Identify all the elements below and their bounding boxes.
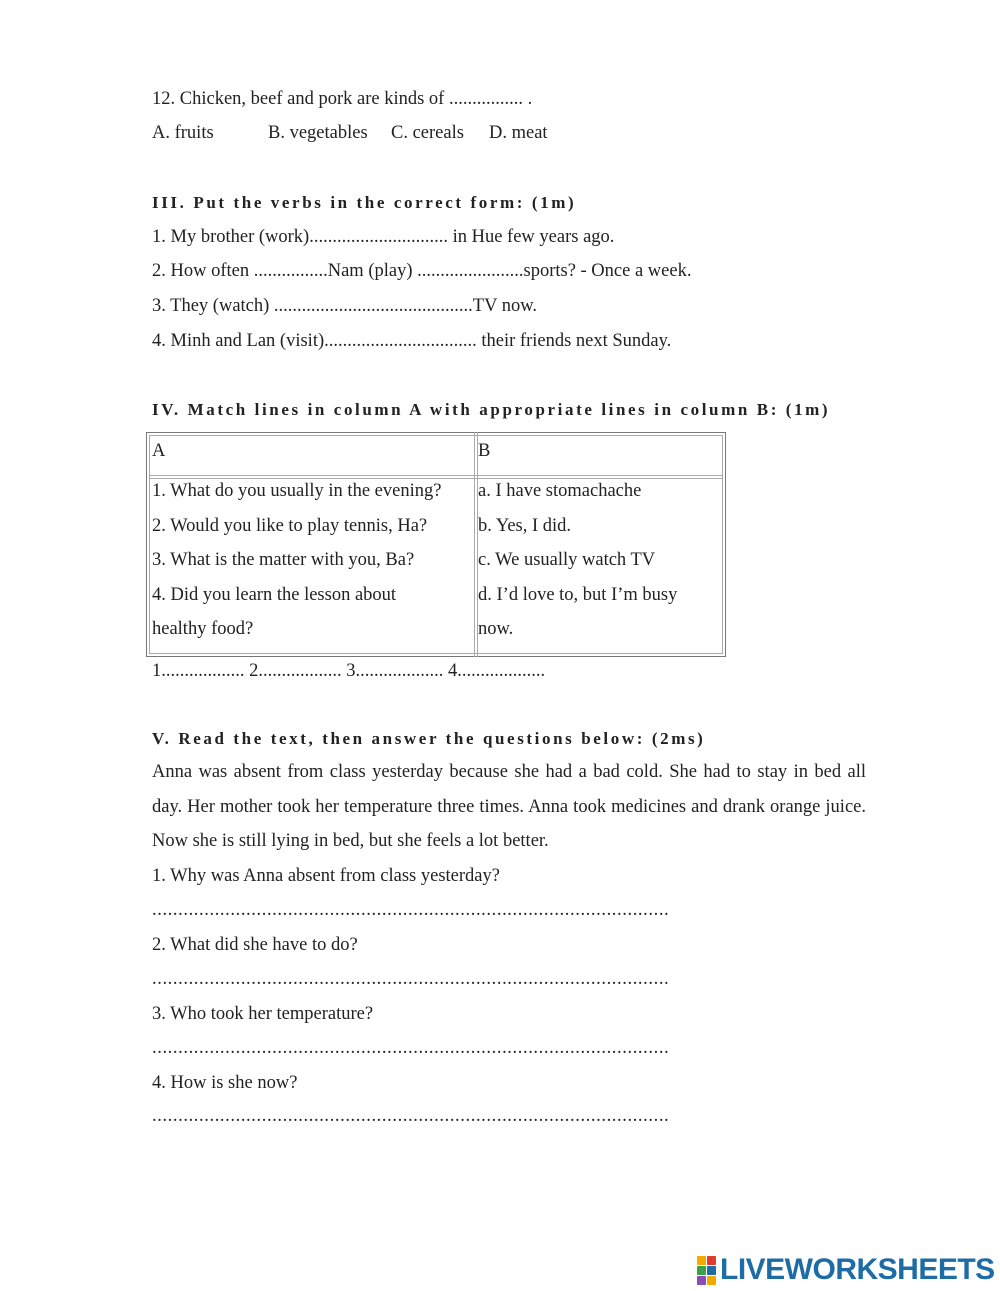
section-3-item-1: 1. My brother (work).............................. in Hue few years ago.: [152, 227, 615, 247]
section-3-item-4: 4. Minh and Lan (visit)................................. their friends next Sunday.: [152, 331, 672, 351]
reading-question-4: 4. How is she now?: [152, 1073, 298, 1093]
column-a-header: A: [152, 441, 166, 461]
logo-text: LIVEWORKSHEETS: [720, 1253, 995, 1286]
column-a-row: 2. Would you like to play tennis, Ha?: [152, 516, 428, 536]
answer-line-2: ...................................................................................................: [152, 969, 670, 989]
column-a-row: 1. What do you usually in the evening?: [152, 481, 442, 501]
column-b-row: now.: [478, 619, 514, 639]
option-a: A. fruits: [152, 123, 214, 143]
option-b: B. vegetables: [268, 123, 368, 143]
column-b-header: B: [478, 441, 491, 461]
reading-question-3: 3. Who took her temperature?: [152, 1004, 374, 1024]
section-3-item-3: 3. They (watch) ...........................................TV now.: [152, 296, 538, 316]
column-a-row: healthy food?: [152, 619, 254, 639]
liveworksheets-logo[interactable]: [697, 1255, 995, 1285]
reading-question-1: 1. Why was Anna absent from class yesterday?: [152, 866, 500, 886]
column-b-row: b. Yes, I did.: [478, 516, 572, 536]
logo-blocks-icon: [697, 1256, 716, 1285]
match-table: [146, 432, 726, 657]
section-3-item-2: 2. How often ................Nam (play) .......................sports? - Once a week.: [152, 261, 692, 281]
section-4-heading: IV. Match lines in column A with appropriate lines in column B: (1m): [152, 400, 831, 419]
column-b-row: a. I have stomachache: [478, 481, 642, 501]
question-12: 12. Chicken, beef and pork are kinds of ................ .: [152, 89, 533, 109]
column-a-row: 4. Did you learn the lesson about: [152, 585, 397, 605]
column-b-row: d. I’d love to, but I’m busy: [478, 585, 678, 605]
reading-passage: Anna was absent from class yesterday because she had a bad cold. She had to stay in bed all day. Her mother took her temperature three times. Anna took medicines and drank orange juice. Now she is still lying in bed, but she feels a lot better.: [152, 762, 866, 851]
match-answer-line: 1.................. 2.................. 3................... 4...................: [152, 661, 546, 681]
option-d: D. meat: [489, 123, 548, 143]
option-c: C. cereals: [391, 123, 464, 143]
answer-line-1: ...................................................................................................: [152, 900, 670, 920]
section-3-heading: III. Put the verbs in the correct form: (1m): [152, 193, 577, 212]
answer-line-4: ...................................................................................................: [152, 1106, 670, 1126]
reading-question-2: 2. What did she have to do?: [152, 935, 358, 955]
answer-line-3: ...................................................................................................: [152, 1038, 670, 1058]
column-b-row: c. We usually watch TV: [478, 550, 656, 570]
column-a-row: 3. What is the matter with you, Ba?: [152, 550, 415, 570]
section-5-heading: V. Read the text, then answer the questions below: (2ms): [152, 729, 706, 748]
